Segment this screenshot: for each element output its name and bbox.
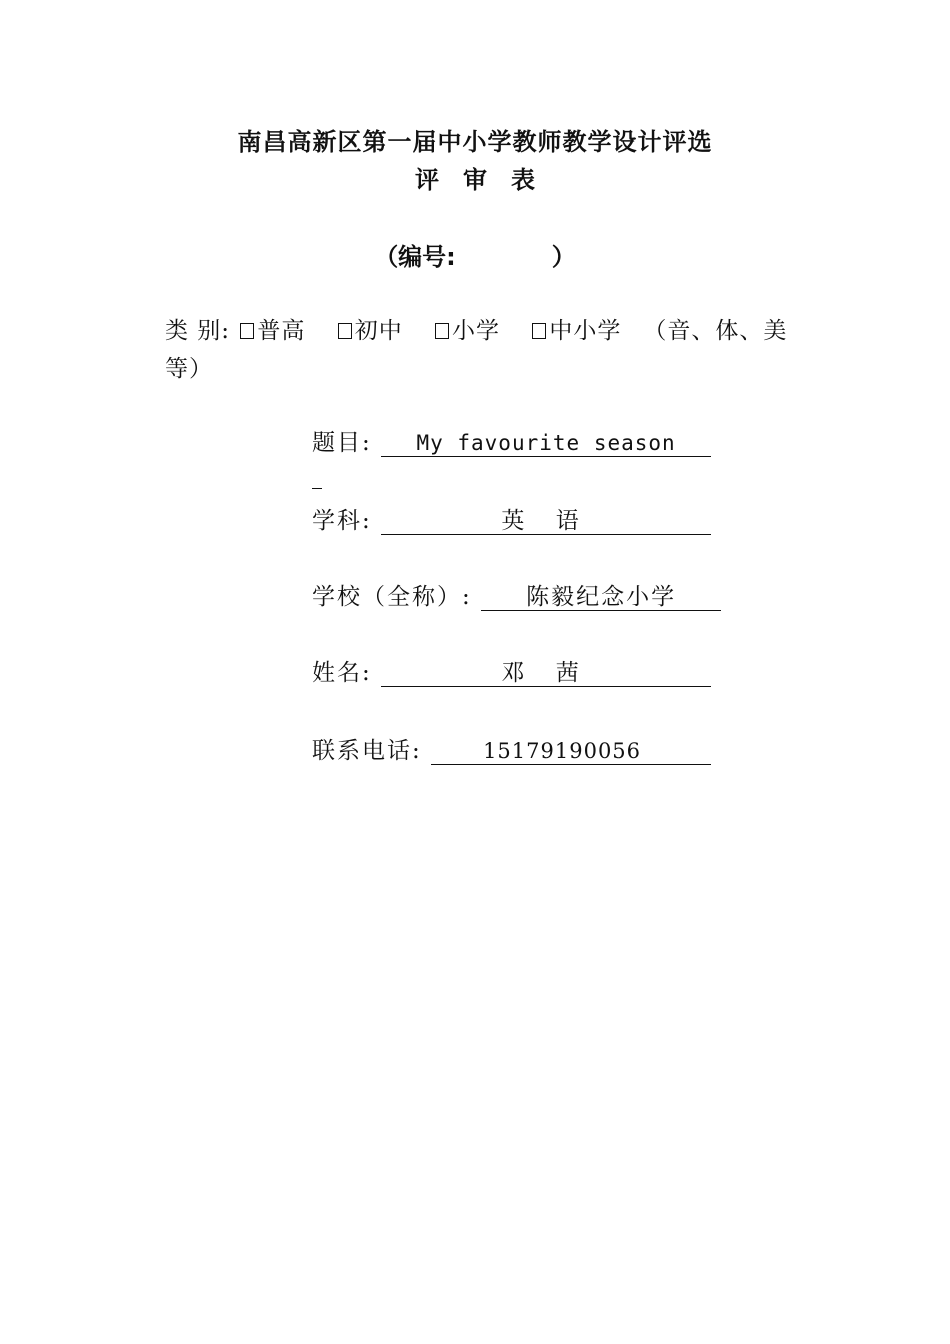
checkbox-icon[interactable] — [532, 323, 546, 339]
category-option-k12[interactable] — [530, 318, 621, 344]
phone-label: 联系电话: — [312, 738, 422, 764]
school-label: 学校（全称）: — [312, 584, 472, 610]
title-underline-overflow — [312, 488, 322, 489]
category-row — [165, 312, 805, 388]
category-option-general-high[interactable] — [238, 318, 305, 344]
checkbox-icon[interactable] — [240, 323, 254, 339]
category-option-primary[interactable] — [433, 318, 500, 344]
phone-field — [312, 736, 711, 766]
phone-value[interactable]: 15179190056 — [431, 738, 711, 765]
category-option-label: 初中 — [354, 318, 403, 344]
document-subtitle: 评 审 表 — [415, 166, 535, 194]
category-option-label: 普高 — [257, 318, 306, 344]
title-label: 题目: — [312, 430, 372, 456]
subject-label: 学科: — [312, 508, 372, 534]
category-option-label: 小学 — [452, 318, 500, 344]
name-value[interactable]: 邓 茜 — [381, 660, 711, 687]
name-label: 姓名: — [312, 660, 372, 686]
checkbox-icon[interactable] — [338, 323, 352, 339]
name-field — [312, 658, 711, 688]
category-option-label: 中小学 — [549, 318, 622, 344]
subject-field — [312, 506, 711, 536]
checkbox-icon[interactable] — [435, 323, 449, 339]
number-line — [0, 237, 950, 272]
category-note: （音、体、美等） — [165, 318, 788, 382]
document-title: 南昌高新区第一届中小学教师教学设计评选 — [237, 128, 713, 156]
title-value[interactable]: My favourite season — [381, 430, 711, 457]
number-label: （编号: — [374, 243, 456, 271]
category-label: 类 别: — [165, 318, 231, 344]
category-option-junior-high[interactable] — [336, 318, 403, 344]
school-value[interactable]: 陈毅纪念小学 — [481, 584, 721, 611]
title-field — [312, 428, 711, 458]
subject-value[interactable]: 英 语 — [381, 508, 711, 535]
school-field — [312, 582, 721, 612]
number-close: ） — [551, 243, 576, 271]
